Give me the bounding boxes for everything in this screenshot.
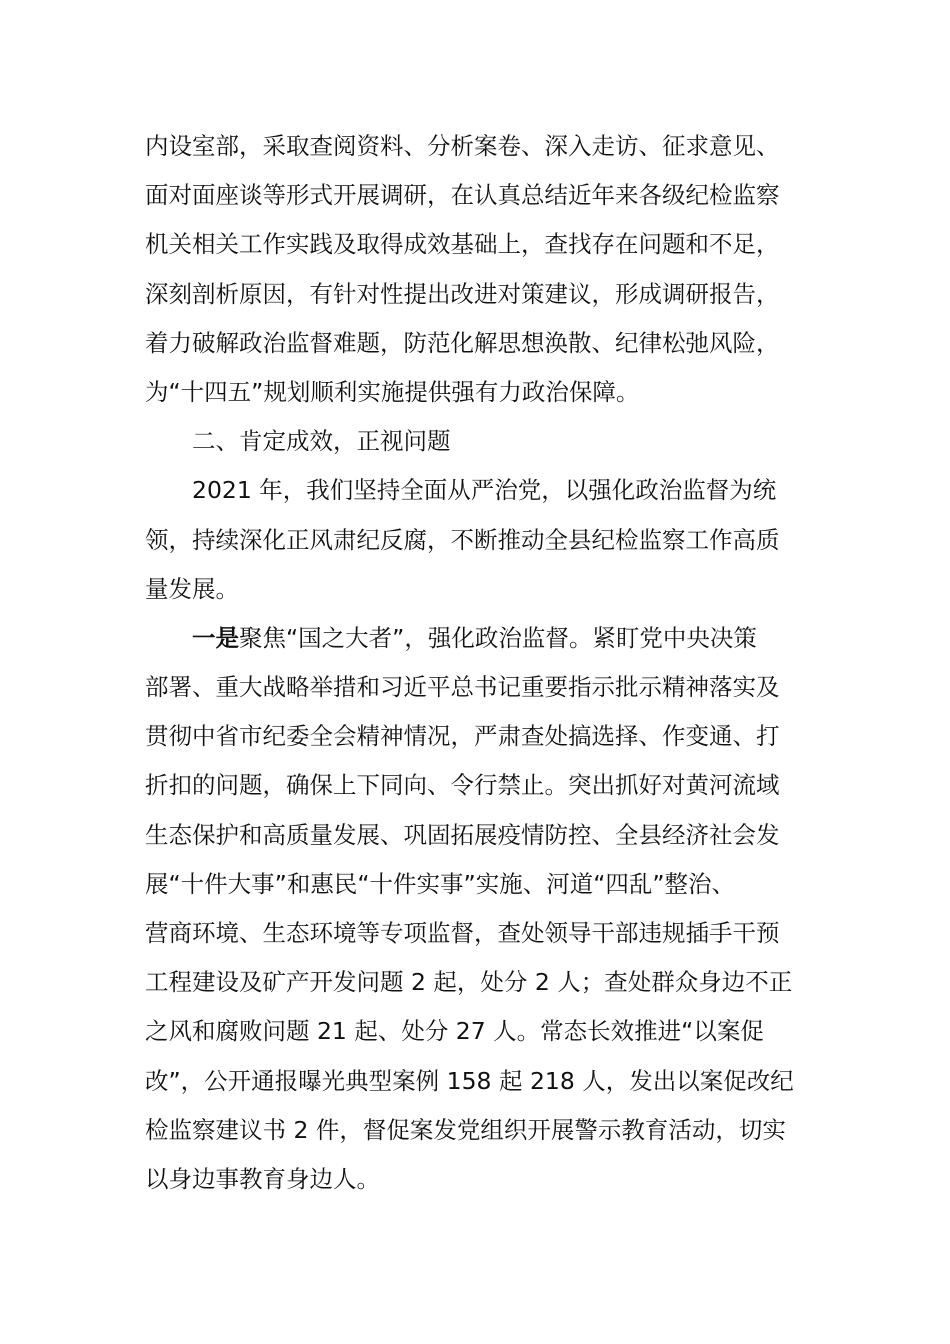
text-line: 工程建设及矿产开发问题 2 起，处分 2 人；查处群众身边不正 <box>145 968 793 997</box>
text-run: 聚焦“国之大者”，强化政治监督。紧盯党中央决策 <box>239 623 757 652</box>
paragraph-research <box>145 122 805 417</box>
text-line: 展“十件大事”和惠民“十件实事”实施、河道“四乱”整治、 <box>145 869 736 898</box>
text-line: 以身边事教育身边人。 <box>145 1164 380 1193</box>
text-line: 改”，公开通报曝光典型案例 158 起 218 人，发出以案促改纪 <box>145 1066 794 1095</box>
section-heading: 二、肯定成效，正视问题 <box>192 427 451 456</box>
text-line: 深刻剖析原因，有针对性提出改进对策建议，形成调研报告， <box>145 279 780 308</box>
text-line: 部署、重大战略举措和习近平总书记重要指示批示精神落实及 <box>145 673 780 702</box>
lead-phrase: 一是 <box>192 623 239 652</box>
text-line: 内设室部，采取查阅资料、分析案卷、深入走访、征求意见、 <box>145 132 780 160</box>
text-line: 机关相关工作实践及取得成效基础上，查找存在问题和不足， <box>145 230 780 259</box>
text-line: 折扣的问题，确保上下同向、令行禁止。突出抓好对黄河流域 <box>145 771 780 800</box>
text-line-first <box>145 614 805 663</box>
text-line: 2021 年，我们坚持全面从严治党，以强化政治监督为统 <box>192 476 777 505</box>
text-line: 面对面座谈等形式开展调研，在认真总结近年来各级纪检监察 <box>145 181 780 210</box>
text-line: 生态保护和高质量发展、巩固拓展疫情防控、全县经济社会发 <box>145 820 780 849</box>
paragraph-political-supervision <box>145 614 805 1204</box>
paragraph-summary <box>145 466 805 614</box>
document-body <box>145 122 805 1204</box>
text-line: 营商环境、生态环境等专项监督，查处领导干部违规插手干预 <box>145 919 780 947</box>
text-line: 量发展。 <box>145 574 239 603</box>
text-line: 领，持续深化正风肃纪反腐，不断推动全县纪检监察工作高质 <box>145 525 780 554</box>
text-line: 着力破解政治监督难题，防范化解思想涣散、纪律松弛风险， <box>145 328 780 357</box>
text-line: 为“十四五”规划顺利实施提供强有力政治保障。 <box>145 377 640 406</box>
text-line: 之风和腐败问题 21 起、处分 27 人。常态长效推进“以案促 <box>145 1017 764 1046</box>
text-line: 贯彻中省市纪委全会精神情况，严肃查处搞选择、作变通、打 <box>145 722 780 751</box>
text-line: 检监察建议书 2 件，督促案发党组织开展警示教育活动，切实 <box>145 1115 786 1144</box>
